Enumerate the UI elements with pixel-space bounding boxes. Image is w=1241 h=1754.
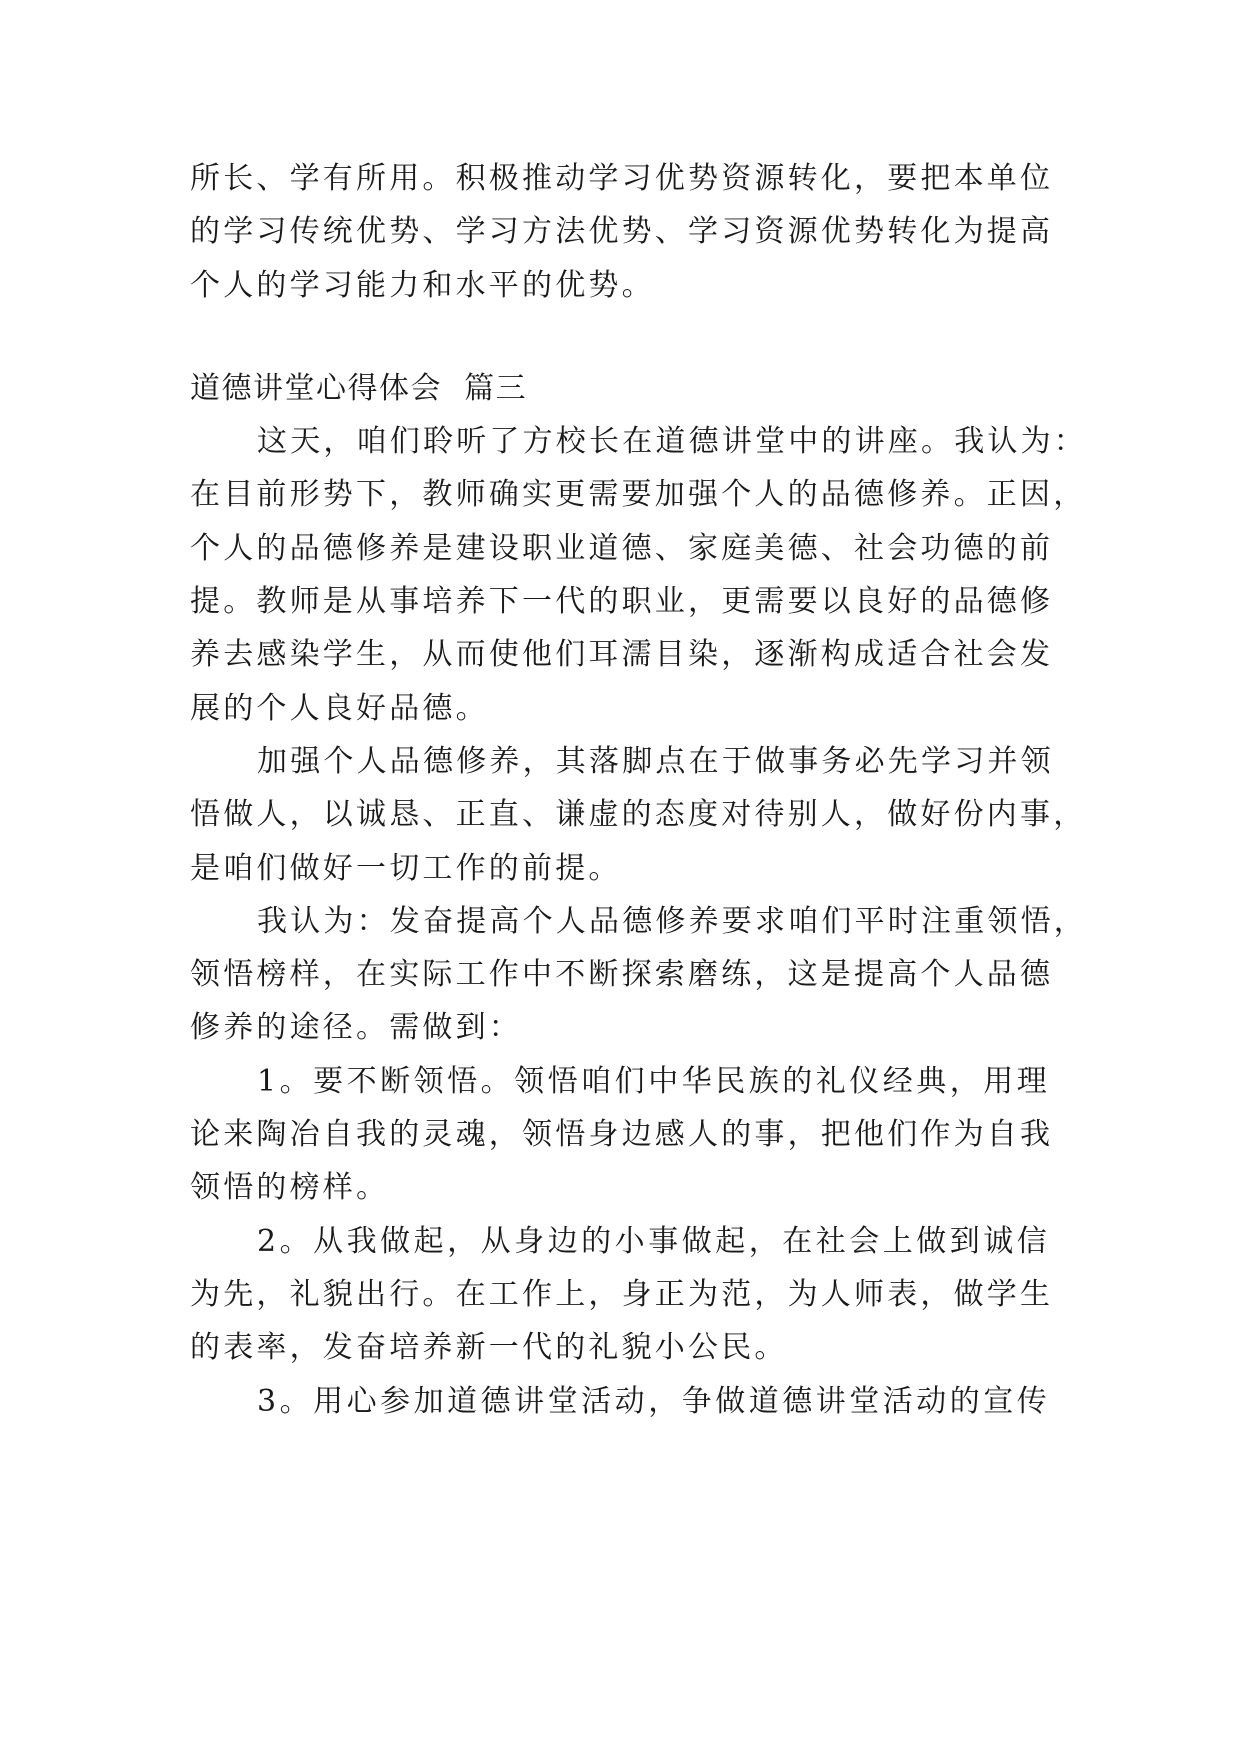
section-heading: 道德讲堂心得体会 篇三 bbox=[190, 370, 528, 406]
paragraph-1 bbox=[190, 415, 1087, 735]
paragraph-3 bbox=[190, 895, 1087, 1055]
text-line: 在目前形势下，教师确实更需要加强个人的品德修养。正因， bbox=[190, 477, 1087, 513]
text-line: 为先，礼貌出行。在工作上，身正为范，为人师表，做学生 bbox=[190, 1276, 1054, 1312]
text-line: 领悟的榜样。 bbox=[190, 1170, 390, 1206]
text-line: 加强个人品德修养，其落脚点在于做事务必先学习并领 bbox=[257, 743, 1054, 779]
text-line: 所长、学有所用。积极推动学习优势资源转化，要把本单位 bbox=[190, 161, 1054, 196]
list-item-2 bbox=[190, 1215, 1054, 1375]
text-line: 的学习传统优势、学习方法优势、学习资源优势转化为提高 bbox=[190, 214, 1054, 250]
paragraph-2 bbox=[190, 735, 1087, 895]
list-item-3 bbox=[190, 1375, 1050, 1428]
text-line: 悟做人，以诚恳、正直、谦虚的态度对待别人，做好份内事， bbox=[190, 797, 1087, 833]
text-line: 我认为：发奋提高个人品德修养要求咱们平时注重领悟， bbox=[257, 903, 1087, 939]
text-line: 论来陶冶自我的灵魂，领悟身边感人的事，把他们作为自我 bbox=[190, 1117, 1054, 1153]
text-line: 修养的途径。需做到： bbox=[190, 1010, 522, 1046]
text-line: 是咱们做好一切工作的前提。 bbox=[190, 850, 622, 886]
text-line: 展的个人良好品德。 bbox=[190, 690, 489, 726]
paragraph-continued bbox=[190, 152, 1054, 312]
text-line: 领悟榜样，在实际工作中不断探索磨练，这是提高个人品德 bbox=[190, 957, 1054, 993]
text-line: 个人的学习能力和水平的优势。 bbox=[190, 267, 655, 303]
list-item-1 bbox=[190, 1055, 1054, 1215]
text-line: 提。教师是从事培养下一代的职业，更需要以良好的品德修 bbox=[190, 584, 1054, 620]
text-line: 的表率，发奋培养新一代的礼貌小公民。 bbox=[190, 1330, 788, 1366]
text-line: 个人的品德修养是建设职业道德、家庭美德、社会功德的前 bbox=[190, 530, 1054, 566]
text-line: 养去感染学生，从而使他们耳濡目染，逐渐构成适合社会发 bbox=[190, 637, 1054, 673]
document-body bbox=[190, 152, 1087, 1428]
text-line: 这天，咱们聆听了方校长在道德讲堂中的讲座。我认为： bbox=[257, 424, 1087, 460]
text-line: 2。从我做起，从身边的小事做起，在社会上做到诚信 bbox=[257, 1223, 1050, 1259]
text-line: 3。用心参加道德讲堂活动，争做道德讲堂活动的宣传 bbox=[257, 1383, 1050, 1419]
text-line: 1。要不断领悟。领悟咱们中华民族的礼仪经典，用理 bbox=[257, 1063, 1050, 1099]
